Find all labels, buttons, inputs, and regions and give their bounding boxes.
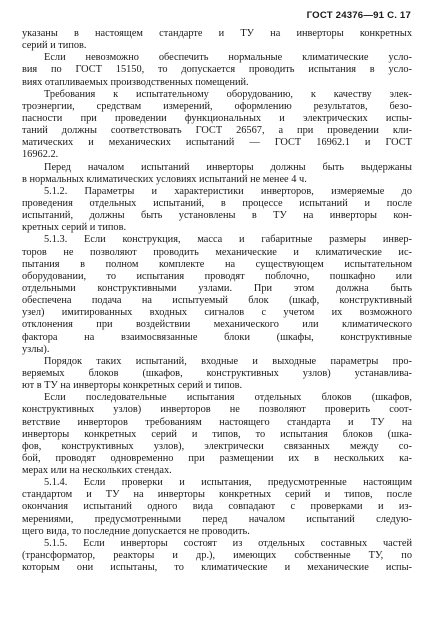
text-line: фов, конструктивных узлов), электрически связанных между со- [22,440,412,452]
text-line: веряемых блоков (шкафов, конструктивных узлов) устанавлива- [22,367,412,379]
text-line: которым они испытаны, то климатические и механические испы- [22,562,412,574]
text-line: окончания испытаний одного вида совпадают с проверками и из- [22,501,412,513]
text-line: конструктивных узлов) инверторов не позволяют проверить соот- [22,404,412,416]
text-line: 5.1.3. Если конструкция, масса и габаритные размеры инвер- [44,234,412,246]
text-line: Если последовательные испытания отдельных блоков (шкафов, [44,392,412,404]
text-line: узлы). [22,343,50,355]
text-line: 5.1.2. Параметры и характеристики инверторов, измеряемые до [44,185,412,197]
text-line: 5.1.5. Если инверторы состоят из отдельных составных частей [44,537,412,549]
text-line: 16962.2. [22,149,59,161]
text-line: обеспечена подача на испытуемый блок (шкаф, конструктивный [22,295,412,307]
text-line: Перед началом испытаний инверторы должны быть выдержаны [44,161,412,173]
text-line: троэнергии, средствам измерений, оформлению результатов, безо- [22,100,412,112]
text-line: виях отапливаемых производственных помещений. [22,76,249,88]
text-line: оборудовании, то испытания проводят поблочно, пошкафно или [22,270,412,282]
text-line: Если невозможно обеспечить нормальные климатические усло- [44,52,412,64]
text-line: (трансформатор, реакторы и др.), имеющих собственные ТУ, по [22,550,412,562]
text-line: матических и механических испытаний — ГОСТ 16962.1 и ГОСТ [22,137,412,149]
text-line: отдельными конструктивными узлами. При этом должна быть [22,282,412,294]
text-line: бой, проводят одновременно при размещении их в нескольких ка- [22,452,412,464]
text-line: ветствие инверторов требованиям настоящего стандарта и ТУ на [22,416,412,428]
text-line: фактора на взаимосвязанные блоки (шкафы, конструктивные [22,331,412,343]
text-line: Порядок таких испытаний, входные и выходные параметры про- [44,355,412,367]
text-line: ют в ТУ на инверторы конкретных серий и типов. [22,380,243,392]
text-line: таний должны соответствовать ГОСТ 26567, а при проведении кли- [22,125,412,137]
page-header: ГОСТ 24376—91 С. 17 [306,10,411,21]
text-line: проведения отдельных испытаний, в процессе испытаний и после [22,197,412,209]
text-line: узел) имитированных входных сигналов с учетом их возможного [22,307,412,319]
text-line: кретных серий и типов. [22,222,127,234]
text-line: серий и типов. [22,40,87,52]
body-text [22,28,412,574]
text-line: Требования к испытательному оборудованию, к качеству элек- [44,88,412,100]
text-line: испытаний, должны быть установлены в ТУ на инверторы кон- [22,210,412,222]
text-line: пасности при проведении функциональных и электрических испы- [22,112,412,124]
text-line: мерах или на нескольких стендах. [22,465,172,477]
text-line: мерениями, предусмотренными перед началом испытаний следую- [22,513,412,525]
text-line: щего вида, то последние допускается не проводить. [22,525,250,537]
text-line: указаны в настоящем стандарте и ТУ на инверторы конкретных [22,28,412,39]
text-line: пытания в полном комплекте на существующем испытательном [22,258,412,270]
text-line: вия по ГОСТ 15150, то допускается проводить испытания в усло- [22,64,412,76]
text-line: 5.1.4. Если проверки и испытания, предусмотренные настоящим [44,477,412,489]
text-line: торов не позволяют проводить механические и климатические ис- [22,246,412,258]
text-line: отклонения при воздействии механического или климатического [22,319,412,331]
text-line: в нормальных климатических условиях испытаний не менее 4 ч. [22,173,307,185]
text-line: стандартом и ТУ на инверторы конкретных серий и типов, после [22,489,412,501]
text-line: инверторы конкретных серий и типов, то испытания блоков (шка- [22,428,412,440]
